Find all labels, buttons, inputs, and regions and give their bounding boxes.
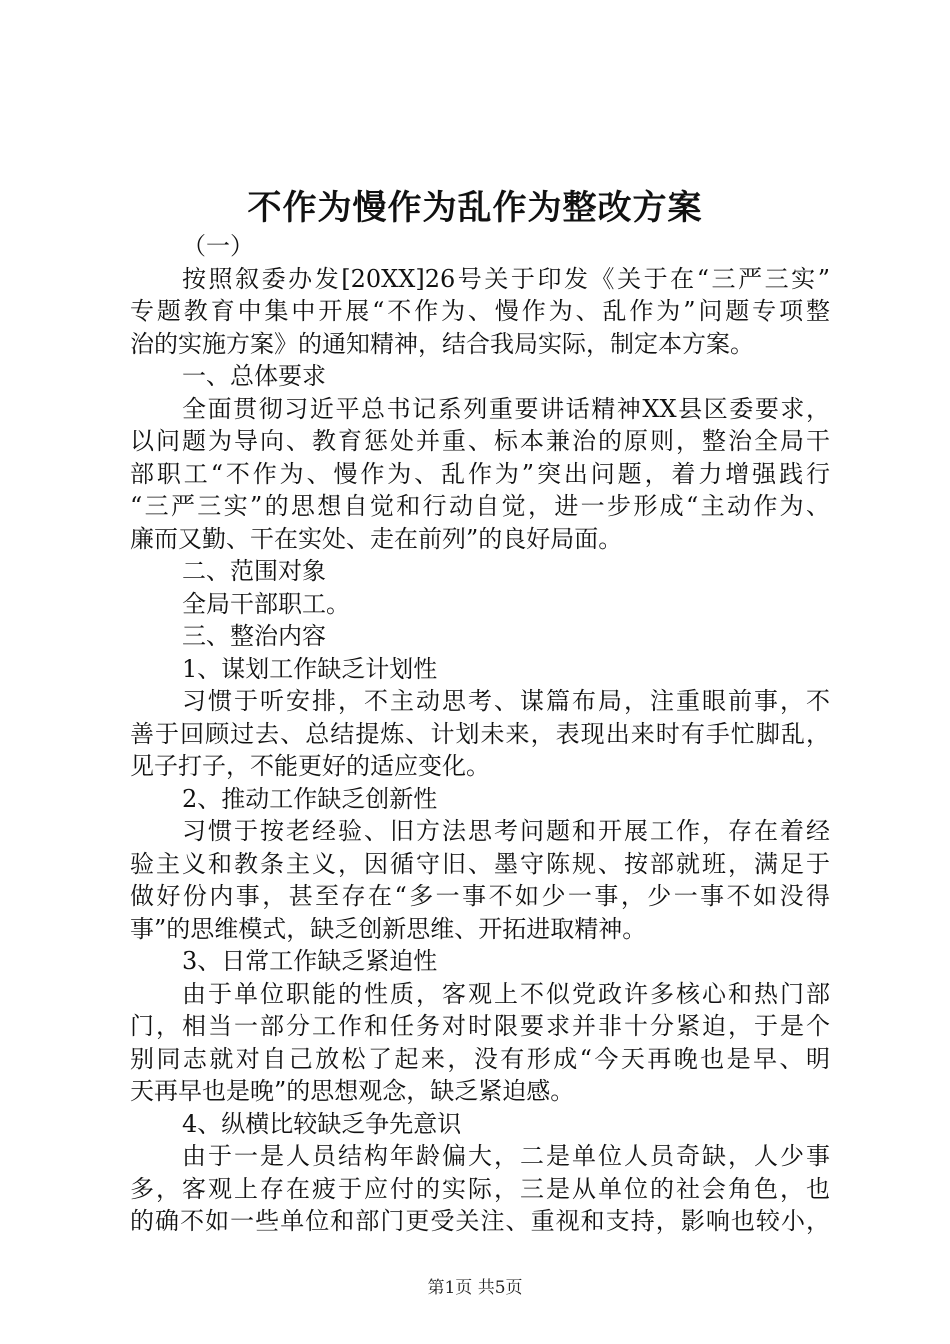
subsection-heading: 4、纵横比较缺乏争先意识: [182, 1109, 462, 1138]
paragraph-line: 专题教育中集中开展“不作为、慢作为、乱作为”问题专项整: [130, 297, 830, 325]
paragraph-line: 廉而又勤、干在实处、走在前列”的良好局面。: [130, 524, 623, 553]
paragraph-line: 习惯于听安排，不主动思考、谋篇布局，注重眼前事，不: [182, 687, 830, 715]
paragraph-line: 事”的思维模式，缺乏创新思维、开拓进取精神。: [130, 914, 647, 943]
paragraph-line: 多，客观上存在疲于应付的实际，三是从单位的社会角色，也: [130, 1174, 830, 1203]
paragraph-line: 由于单位职能的性质，客观上不似党政许多核心和热门部: [182, 979, 830, 1008]
paragraph-line: 习惯于按老经验、旧方法思考问题和开展工作，存在着经: [182, 817, 830, 845]
subsection-heading: 2、推动工作缺乏创新性: [182, 784, 438, 813]
paragraph-line: 见子打子，不能更好的适应变化。: [130, 752, 490, 780]
paragraph-line: 门，相当一部分工作和任务对时限要求并非十分紧迫，于是个: [130, 1012, 830, 1040]
document-body: [130, 230, 830, 1238]
paragraph-line: 的确不如一些单位和部门更受关注、重视和支持，影响也较小，: [130, 1207, 830, 1235]
paragraph-line: 天再早也是晚”的思想观念，缺乏紧迫感。: [130, 1077, 575, 1105]
section-heading: 三、整治内容: [182, 622, 326, 650]
paragraph-line: 全面贯彻习近平总书记系列重要讲话精神XX县区委要求，: [182, 394, 830, 423]
paragraph-line: 别同志就对自己放松了起来，没有形成“今天再晚也是早、明: [130, 1044, 830, 1073]
paragraph-line: 治的实施方案》的通知精神，结合我局实际，制定本方案。: [130, 329, 754, 358]
paragraph-line: 全局干部职工。: [182, 589, 350, 618]
paragraph-line: 由于一是人员结构年龄偏大，二是单位人员奇缺，人少事: [182, 1142, 830, 1170]
paragraph-line: “三严三实”的思想自觉和行动自觉，进一步形成“主动作为、: [130, 492, 830, 520]
page-footer: 第1页 共5页: [427, 1278, 523, 1298]
paragraph-line: 善于回顾过去、总结提炼、计划未来，表现出来时有手忙脚乱，: [130, 719, 830, 748]
paragraph-line: 验主义和教条主义，因循守旧、墨守陈规、按部就班，满足于: [130, 849, 830, 878]
section-heading: 二、范围对象: [182, 557, 326, 585]
paragraph-line: 部职工“不作为、慢作为、乱作为”突出问题，着力增强践行: [130, 459, 830, 488]
paragraph-line: 以问题为导向、教育惩处并重、标本兼治的原则，整治全局干: [130, 427, 830, 455]
subsection-heading: 1、谋划工作缺乏计划性: [182, 654, 438, 683]
document-title: 不作为慢作为乱作为整改方案: [247, 188, 703, 228]
subsection-heading: 3、日常工作缺乏紧迫性: [182, 947, 438, 975]
section-heading: 一、总体要求: [182, 362, 326, 390]
paragraph-line: 做好份内事，甚至存在“多一事不如少一事，少一事不如没得: [130, 882, 830, 910]
section-marker: （一）: [182, 232, 254, 260]
paragraph-line: 按照叙委办发[20XX]26号关于印发《关于在“三严三实”: [182, 264, 830, 293]
